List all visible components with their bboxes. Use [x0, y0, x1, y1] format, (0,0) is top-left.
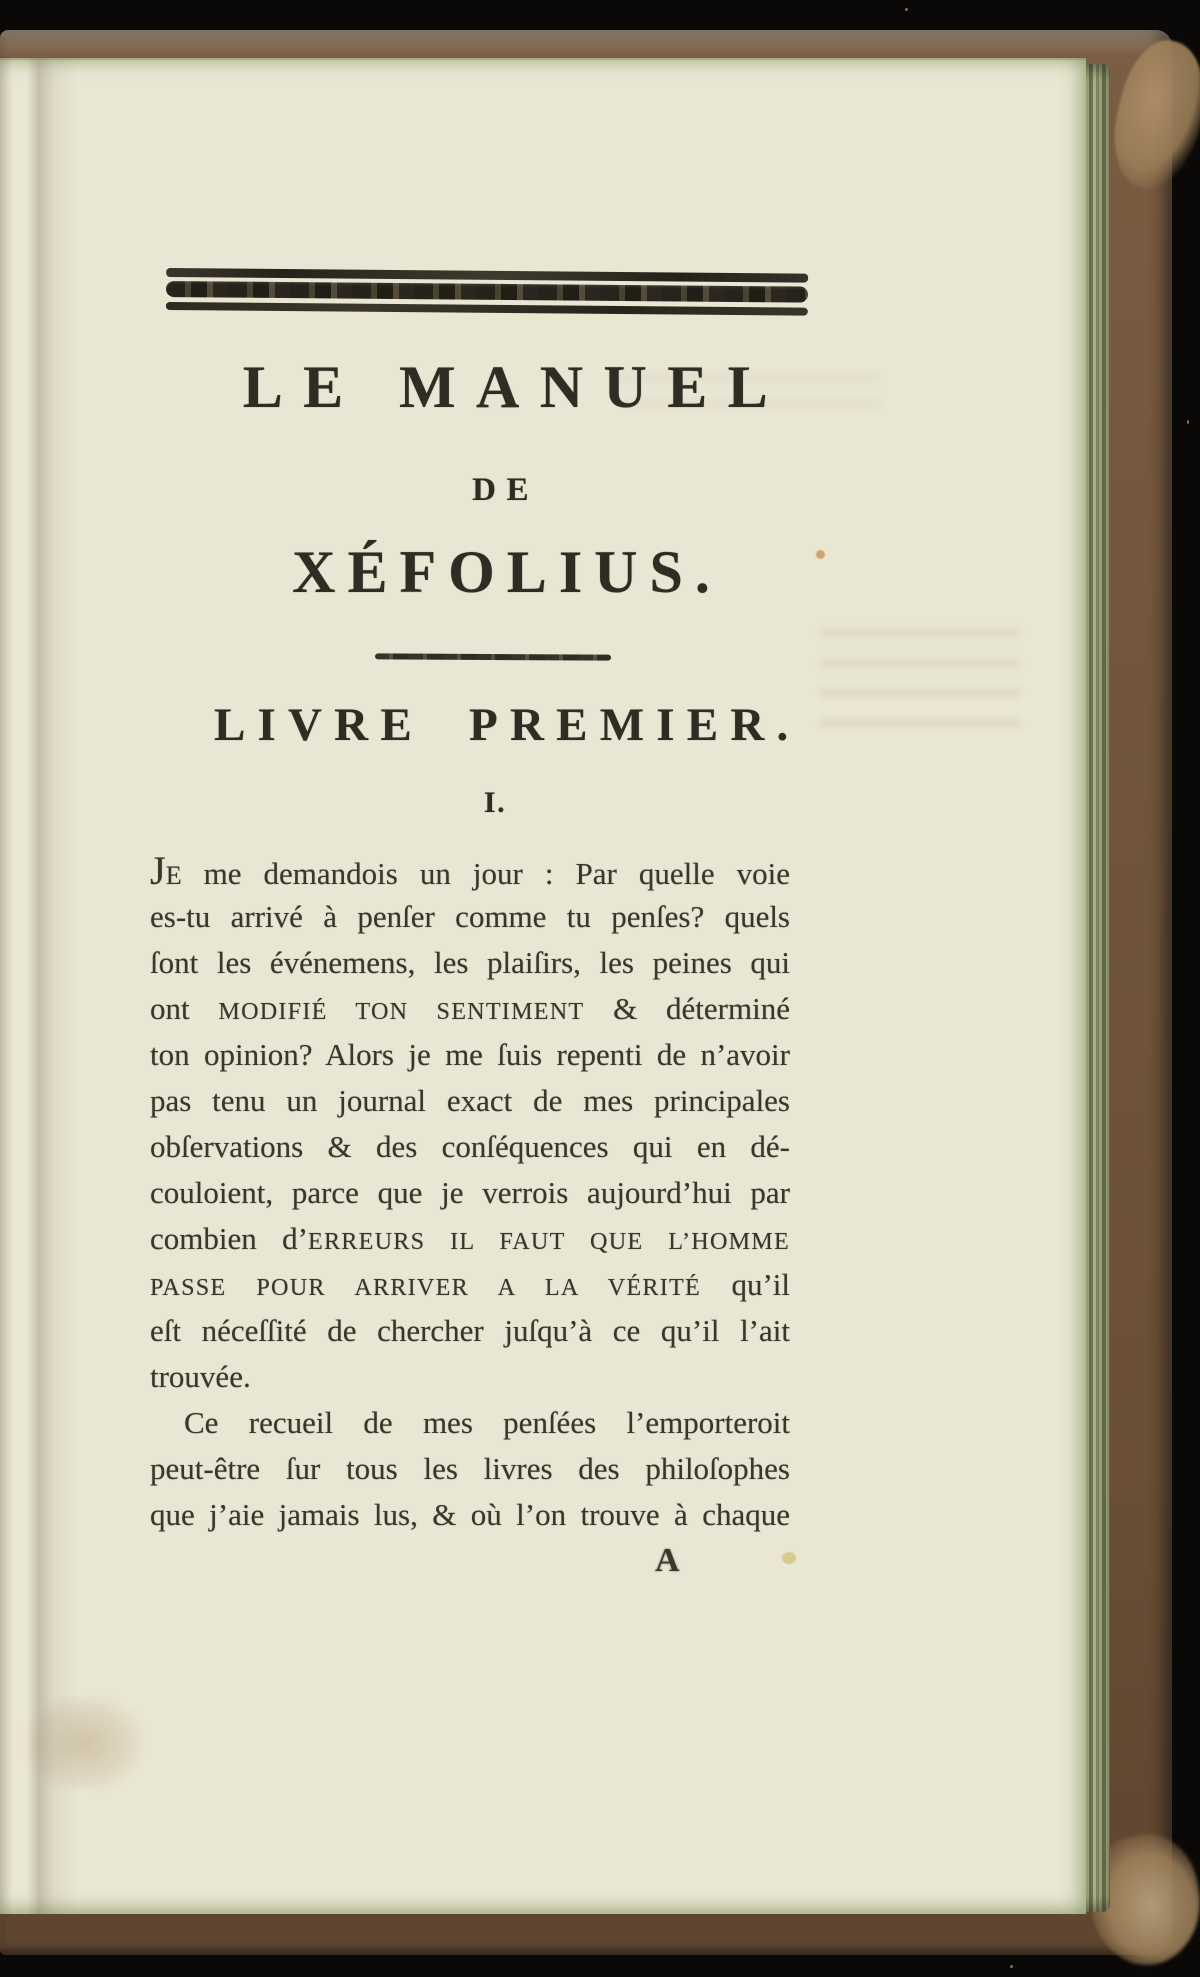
page-stain [26, 1696, 142, 1790]
section-divider-rule [375, 653, 611, 660]
body-text-line: couloient, parce que je verrois aujourd’hui par [150, 1175, 790, 1210]
body-text-line: ton opinion? Alors je me ſuis repenti de n’avoir [150, 1037, 790, 1072]
body-text-line: obſervations & des conſéquences qui en dé- [150, 1129, 790, 1164]
ornamental-rule-bottom-bar [166, 302, 808, 316]
dust-speck [1187, 420, 1189, 424]
gutter-shadow [0, 58, 80, 1914]
body-text-line: ont MODIFIÉ TON SENTIMENT & déterminé [150, 991, 790, 1026]
ornamental-rule-top-bar [166, 268, 808, 283]
ornamental-rule [166, 268, 808, 316]
printer-signature-mark: A [655, 1542, 680, 1579]
book-title-line2: DE [472, 472, 540, 508]
section-number: I. [483, 786, 507, 819]
body-text-line: pas tenu un journal exact de mes principales [150, 1083, 790, 1118]
page-fleck [782, 1552, 796, 1564]
body-text-line: peut-être ſur tous les livres des philoſophes [150, 1451, 790, 1486]
page-fleck [816, 550, 825, 559]
book-page [0, 58, 1086, 1914]
body-text-line: JE me demandois un jour : Par quelle voie [150, 848, 790, 893]
body-text-line: PASSE POUR ARRIVER A LA VÉRITÉ qu’il [150, 1267, 790, 1302]
body-text-block [150, 848, 790, 1538]
chapter-heading: LIVRE PREMIER. [213, 699, 801, 751]
dust-speck [905, 8, 908, 11]
body-text-line: trouvée. [150, 1359, 251, 1394]
ornamental-rule-middle-bar [166, 281, 808, 303]
dust-speck [1010, 1965, 1013, 1968]
body-text-line: Ce recueil de mes penſées l’emporteroit [184, 1405, 790, 1440]
body-text-line: eſt néceſſité de chercher juſqu’à ce qu’il l’ait [150, 1313, 790, 1348]
book-title-line1: LE MANUEL [242, 354, 789, 420]
body-text-line: es-tu arrivé à penſer comme tu penſes? quels [150, 899, 790, 934]
body-text-line: ſont les événemens, les plaiſirs, les peines qui [150, 945, 790, 980]
body-text-line: combien d’ERREURS IL FAUT QUE L’HOMME [150, 1221, 790, 1256]
body-text-line: que j’aie jamais lus, & où l’on trouve à chaque [150, 1497, 790, 1532]
book-title-line3: XÉFOLIUS. [292, 539, 722, 605]
